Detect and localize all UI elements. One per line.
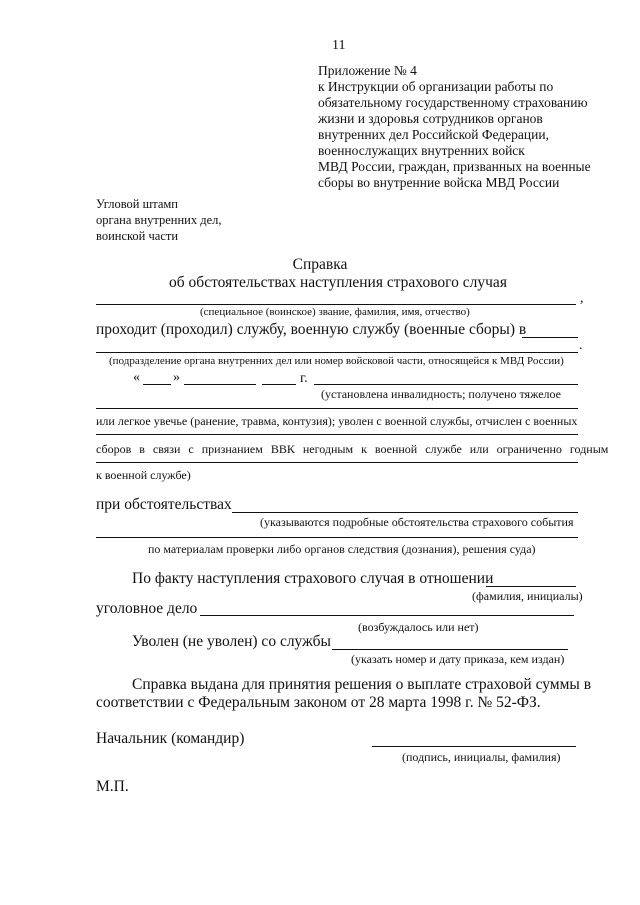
status-fill-line [314, 384, 578, 385]
day-fill-line [143, 384, 171, 385]
appendix-line: внутренних дел Российской Федерации, [318, 127, 549, 142]
caption-fio: (фамилия, инициалы) [472, 589, 583, 603]
seal-mark: М.П. [96, 778, 129, 795]
circumstances-label: при обстоятельствах [96, 496, 232, 513]
stamp-line: Угловой штамп [96, 197, 179, 211]
comma: , [580, 291, 584, 306]
caption-unit: (подразделение органа внутренних дел или номер войсковой части, относящейся к МВД России) [109, 355, 564, 367]
document-title: Справка [292, 256, 348, 273]
case-fill-line [200, 615, 574, 616]
appendix-line: обязательному государственному страхованию [318, 95, 588, 110]
document-subtitle: об обстоятельствах наступления страхового случая [169, 274, 507, 291]
appendix-line: жизни и здоровья сотрудников органов [318, 111, 543, 126]
period: . [579, 338, 583, 353]
appendix-title: Приложение № 4 [318, 63, 417, 78]
injury-line-3: сборов в связи с признанием ВВК негодным к военной службе или ограниченно годным [96, 442, 609, 456]
injury-line-4: к военной службе) [96, 468, 191, 482]
order-fill-line [332, 649, 568, 650]
issued-line-2: соответствии с Федеральным законом от 28 марта 1998 г. № 52-ФЗ. [96, 694, 541, 711]
appendix-line: сборы во внутренние войска МВД России [318, 175, 560, 190]
caption-case: (возбуждалось или нет) [358, 620, 479, 634]
year-fill-line [262, 384, 296, 385]
year-suffix: г. [300, 371, 308, 386]
service-text: проходит (проходил) службу, военную службу (военные сборы) в [96, 321, 527, 338]
criminal-case-label: уголовное дело [96, 600, 198, 617]
corner-stamp-block [96, 196, 222, 244]
appendix-line: военнослужащих внутренних войск [318, 143, 525, 158]
name-fill-line [96, 304, 576, 305]
stamp-line: органа внутренних дел, [96, 213, 222, 227]
injury-fill-line [96, 408, 578, 409]
injury-fill-line-3 [96, 462, 578, 463]
chief-label: Начальник (командир) [96, 730, 245, 747]
caption-materials: по материалам проверки либо органов следствия (дознания), решения суда) [148, 542, 536, 556]
appendix-line: МВД России, граждан, призванных на военные [318, 159, 591, 174]
circumstances-fill-line-2 [96, 537, 578, 538]
month-fill-line [184, 384, 256, 385]
caption-signature: (подпись, инициалы, фамилия) [402, 750, 561, 764]
caption-order: (указать номер и дату приказа, кем издан) [351, 652, 565, 666]
circumstances-fill-line [232, 512, 578, 513]
unit-fill-line [96, 352, 578, 353]
signature-fill-line [372, 746, 576, 747]
dismissed-text: Уволен (не уволен) со службы [132, 633, 331, 650]
caption-circumstances: (указываются подробные обстоятельства страхового события [260, 515, 574, 529]
caption-injury: (установлена инвалидность; получено тяжелое [321, 387, 561, 401]
date-close-quote: » [173, 370, 180, 385]
appendix-block [318, 63, 591, 191]
issued-line-1: Справка выдана для принятия решения о выплате страховой суммы в [132, 676, 592, 693]
fact-text: По факту наступления страхового случая в отношении [132, 570, 494, 587]
appendix-line: к Инструкции об организации работы по [318, 79, 554, 94]
injury-fill-line-2 [96, 434, 578, 435]
date-open-quote: « [133, 370, 140, 385]
fio-fill-line [486, 586, 576, 587]
caption-name: (специальное (воинское) звание, фамилия, имя, отчество) [200, 306, 470, 318]
service-fill-line [522, 337, 578, 338]
page-number: 11 [332, 38, 346, 53]
injury-line-2: или легкое увечье (ранение, травма, контузия); уволен с военной службы, отчислен с военных [96, 414, 578, 428]
stamp-line: воинской части [96, 229, 179, 243]
